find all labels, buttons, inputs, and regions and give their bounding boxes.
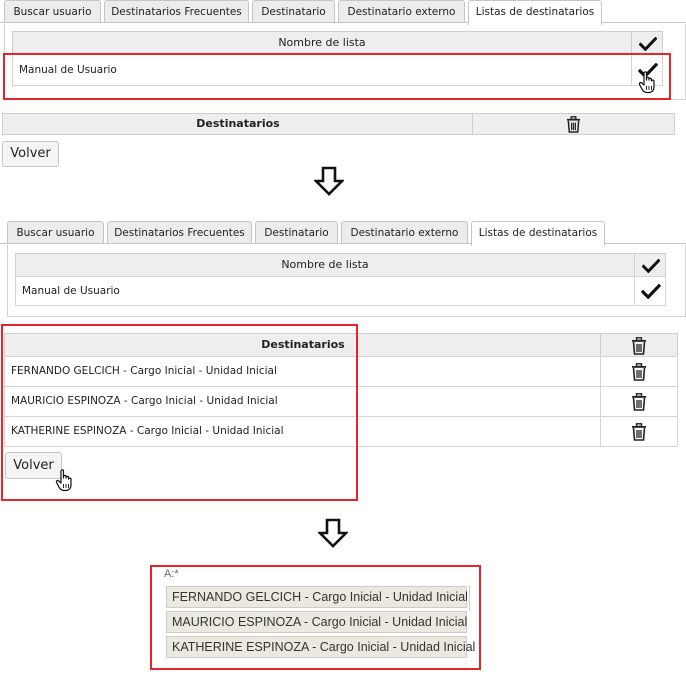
trash-icon[interactable]	[631, 337, 647, 355]
highlight-box	[1, 324, 358, 501]
volver-button[interactable]: Volver	[5, 452, 62, 479]
checkmark-icon[interactable]	[639, 37, 657, 51]
trash-icon[interactable]	[631, 363, 647, 381]
list-row-select-cell[interactable]	[634, 276, 666, 306]
trash-icon[interactable]	[566, 116, 581, 133]
recipient-delete-cell[interactable]	[600, 386, 678, 417]
recipients-header: Destinatarios	[2, 113, 474, 135]
select-all-header[interactable]	[631, 31, 663, 55]
highlight-box	[150, 565, 481, 670]
list-name-header: Nombre de lista	[12, 31, 632, 55]
trash-icon[interactable]	[631, 423, 647, 441]
list-row-name[interactable]: Manual de Usuario	[15, 276, 635, 306]
recipient-row: MAURICIO ESPINOZA - Cargo Inicial - Unidad Inicial	[4, 386, 602, 417]
volver-button[interactable]: Volver	[2, 141, 59, 167]
delete-all-header[interactable]	[600, 333, 678, 357]
tab-listas-de-destinatarios[interactable]: Listas de destinatarios	[468, 0, 602, 25]
tab-destinatario[interactable]: Destinatario	[252, 0, 335, 22]
recipients-header: Destinatarios	[4, 333, 602, 357]
checkmark-icon[interactable]	[642, 259, 660, 273]
select-all-header[interactable]	[634, 253, 666, 277]
recipient-row: FERNANDO GELCICH - Cargo Inicial - Unidad Inicial	[4, 356, 602, 387]
list-name-header: Nombre de lista	[15, 253, 635, 277]
tab-destinatario-externo[interactable]: Destinatario externo	[338, 0, 465, 22]
down-arrow-icon	[314, 166, 344, 196]
tab-destinatarios-frecuentes[interactable]: Destinatarios Frecuentes	[107, 221, 252, 243]
list-row-name[interactable]: Manual de Usuario	[12, 54, 632, 86]
checkmark-icon[interactable]	[641, 284, 661, 299]
tab-destinatario-externo[interactable]: Destinatario externo	[341, 221, 468, 243]
selected-recipient-chip[interactable]: MAURICIO ESPINOZA - Cargo Inicial - Unidad Inicial	[166, 611, 467, 633]
tab-destinatarios-frecuentes[interactable]: Destinatarios Frecuentes	[104, 0, 249, 22]
to-field-label: A:*	[164, 568, 179, 580]
highlight-box	[3, 53, 671, 100]
tab-buscar-usuario[interactable]: Buscar usuario	[7, 221, 104, 243]
trash-icon[interactable]	[631, 393, 647, 411]
recipient-delete-cell[interactable]	[600, 416, 678, 447]
recipient-row: KATHERINE ESPINOZA - Cargo Inicial - Unidad Inicial	[4, 416, 602, 447]
tab-destinatario[interactable]: Destinatario	[255, 221, 338, 243]
recipient-delete-cell[interactable]	[600, 356, 678, 387]
tab-listas-de-destinatarios[interactable]: Listas de destinatarios	[471, 221, 605, 246]
tab-buscar-usuario[interactable]: Buscar usuario	[4, 0, 101, 22]
selected-recipient-chip[interactable]: FERNANDO GELCICH - Cargo Inicial - Unidad Inicial	[166, 586, 467, 608]
delete-all-header[interactable]	[472, 113, 675, 135]
down-arrow-icon	[318, 518, 348, 548]
selected-recipient-chip[interactable]: KATHERINE ESPINOZA - Cargo Inicial - Unidad Inicial	[166, 636, 467, 658]
